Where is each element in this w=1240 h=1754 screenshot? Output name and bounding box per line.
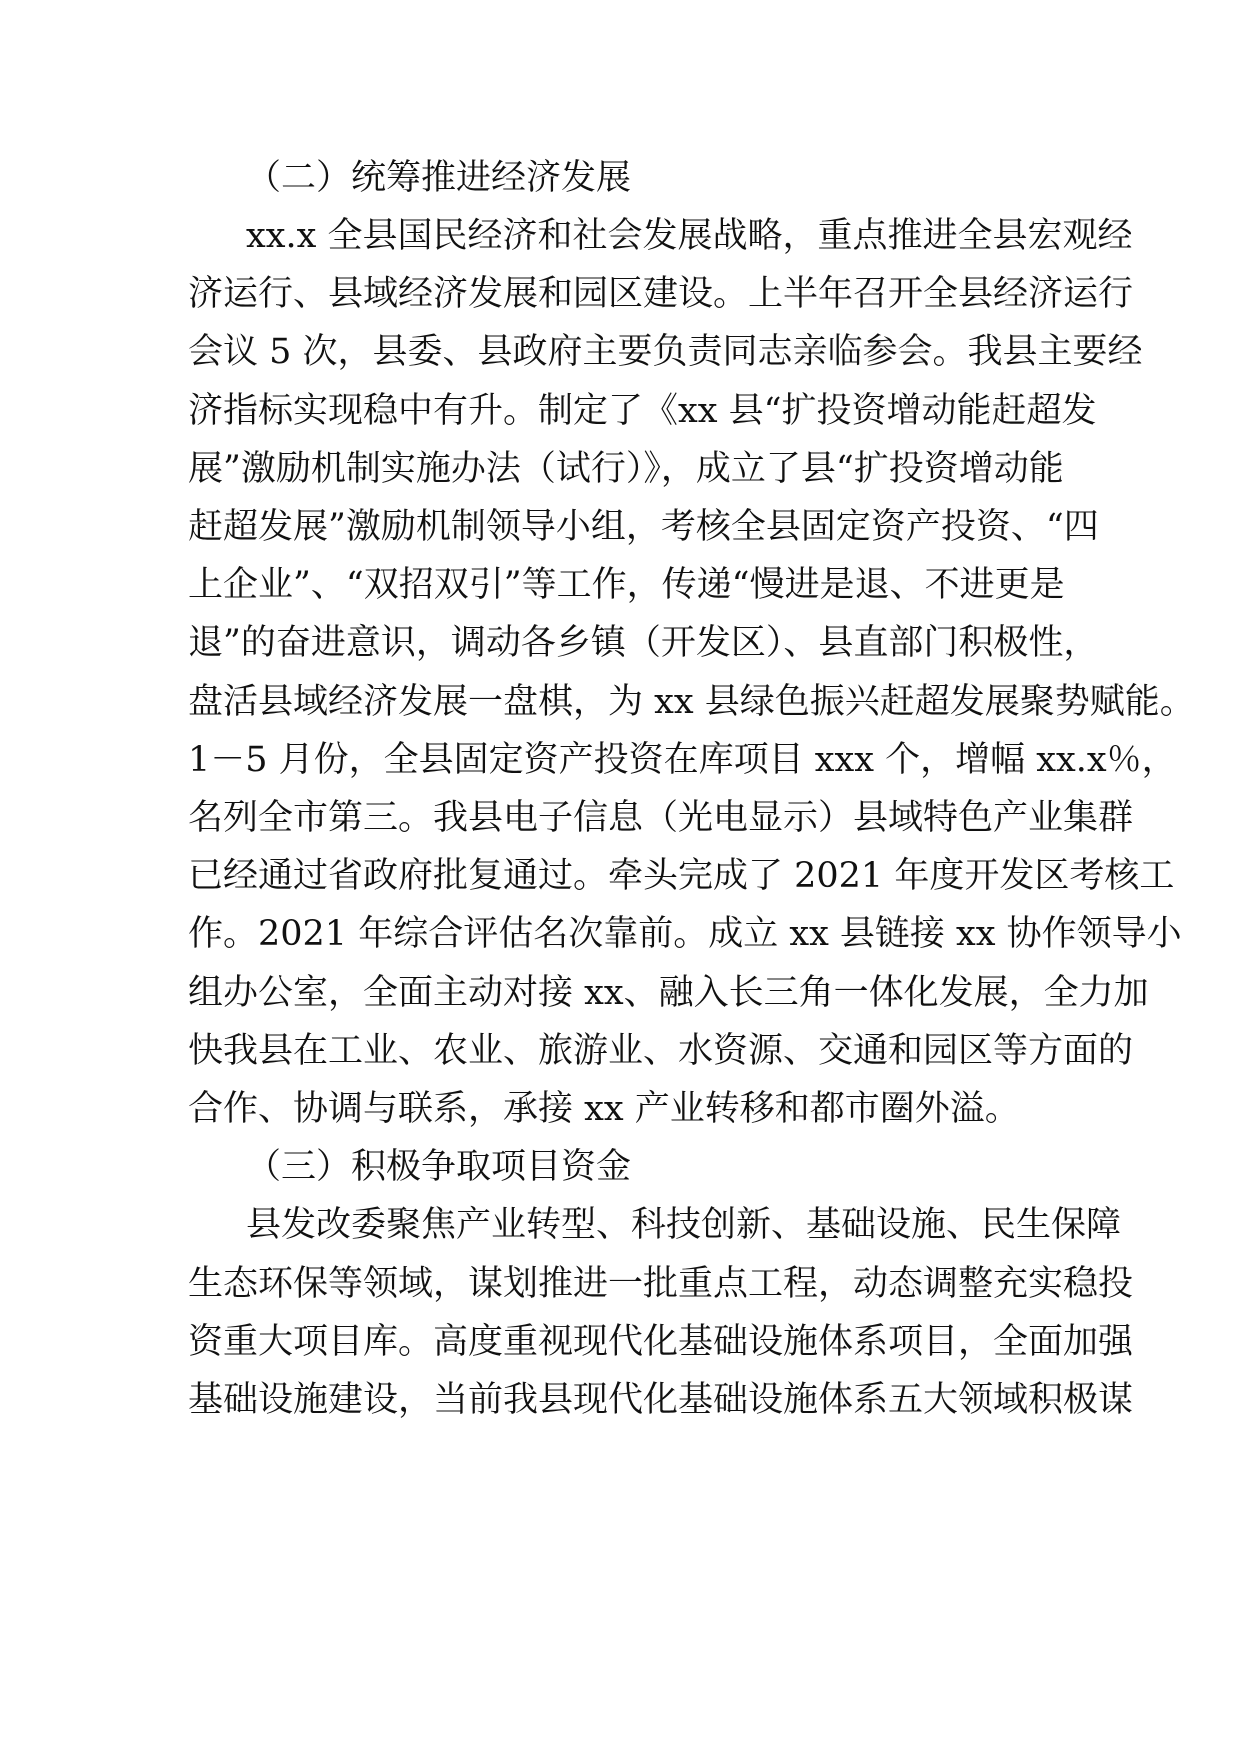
section-heading-2: （二）统筹推进经济发展 — [246, 158, 632, 198]
paragraph-line: 合作、协调与联系，承接 xx 产业转移和都市圈外溢。 — [188, 1089, 1020, 1129]
paragraph-line: 济运行、县域经济发展和园区建设。上半年召开全县经济运行 — [188, 274, 1134, 314]
paragraph-line: 1－5 月份，全县固定资产投资在库项目 xxx 个，增幅 xx.x％， — [188, 740, 1177, 780]
paragraph-line: 上企业”、“双招双引”等工作，传递“慢进是退、不进更是 — [188, 565, 1065, 605]
paragraph-line: xx.x 全县国民经济和社会发展战略，重点推进全县宏观经 — [246, 216, 1133, 256]
paragraph-line: 组办公室，全面主动对接 xx、融入长三角一体化发展，全力加 — [188, 973, 1149, 1013]
paragraph-line: 退”的奋进意识，调动各乡镇（开发区）、县直部门积极性， — [188, 623, 1099, 663]
paragraph-line: 已经通过省政府批复通过。牵头完成了 2021 年度开发区考核工 — [188, 856, 1175, 896]
paragraph-line: 赶超发展”激励机制领导小组，考核全县固定资产投资、“四 — [188, 507, 1099, 547]
paragraph-line: 会议 5 次，县委、县政府主要负责同志亲临参会。我县主要经 — [188, 332, 1143, 372]
section-heading-3: （三）积极争取项目资金 — [246, 1147, 632, 1187]
paragraph-line: 盘活县域经济发展一盘棋，为 xx 县绿色振兴赶超发展聚势赋能。 — [188, 682, 1195, 722]
paragraph-line: 快我县在工业、农业、旅游业、水资源、交通和园区等方面的 — [188, 1031, 1134, 1071]
paragraph-line: 济指标实现稳中有升。制定了《xx 县“扩投资增动能赶超发 — [188, 391, 1097, 431]
paragraph-line: 名列全市第三。我县电子信息（光电显示）县域特色产业集群 — [188, 798, 1134, 838]
paragraph-line: 生态环保等领域，谋划推进一批重点工程，动态调整充实稳投 — [188, 1264, 1134, 1304]
paragraph-line: 县发改委聚焦产业转型、科技创新、基础设施、民生保障 — [246, 1205, 1122, 1245]
paragraph-line: 作。2021 年综合评估名次靠前。成立 xx 县链接 xx 协作领导小 — [188, 914, 1182, 954]
paragraph-line: 展”激励机制实施办法（试行）》，成立了县“扩投资增动能 — [188, 449, 1064, 489]
paragraph-line: 基础设施建设，当前我县现代化基础设施体系五大领域积极谋 — [188, 1380, 1134, 1420]
paragraph-line: 资重大项目库。高度重视现代化基础设施体系项目，全面加强 — [188, 1322, 1134, 1362]
